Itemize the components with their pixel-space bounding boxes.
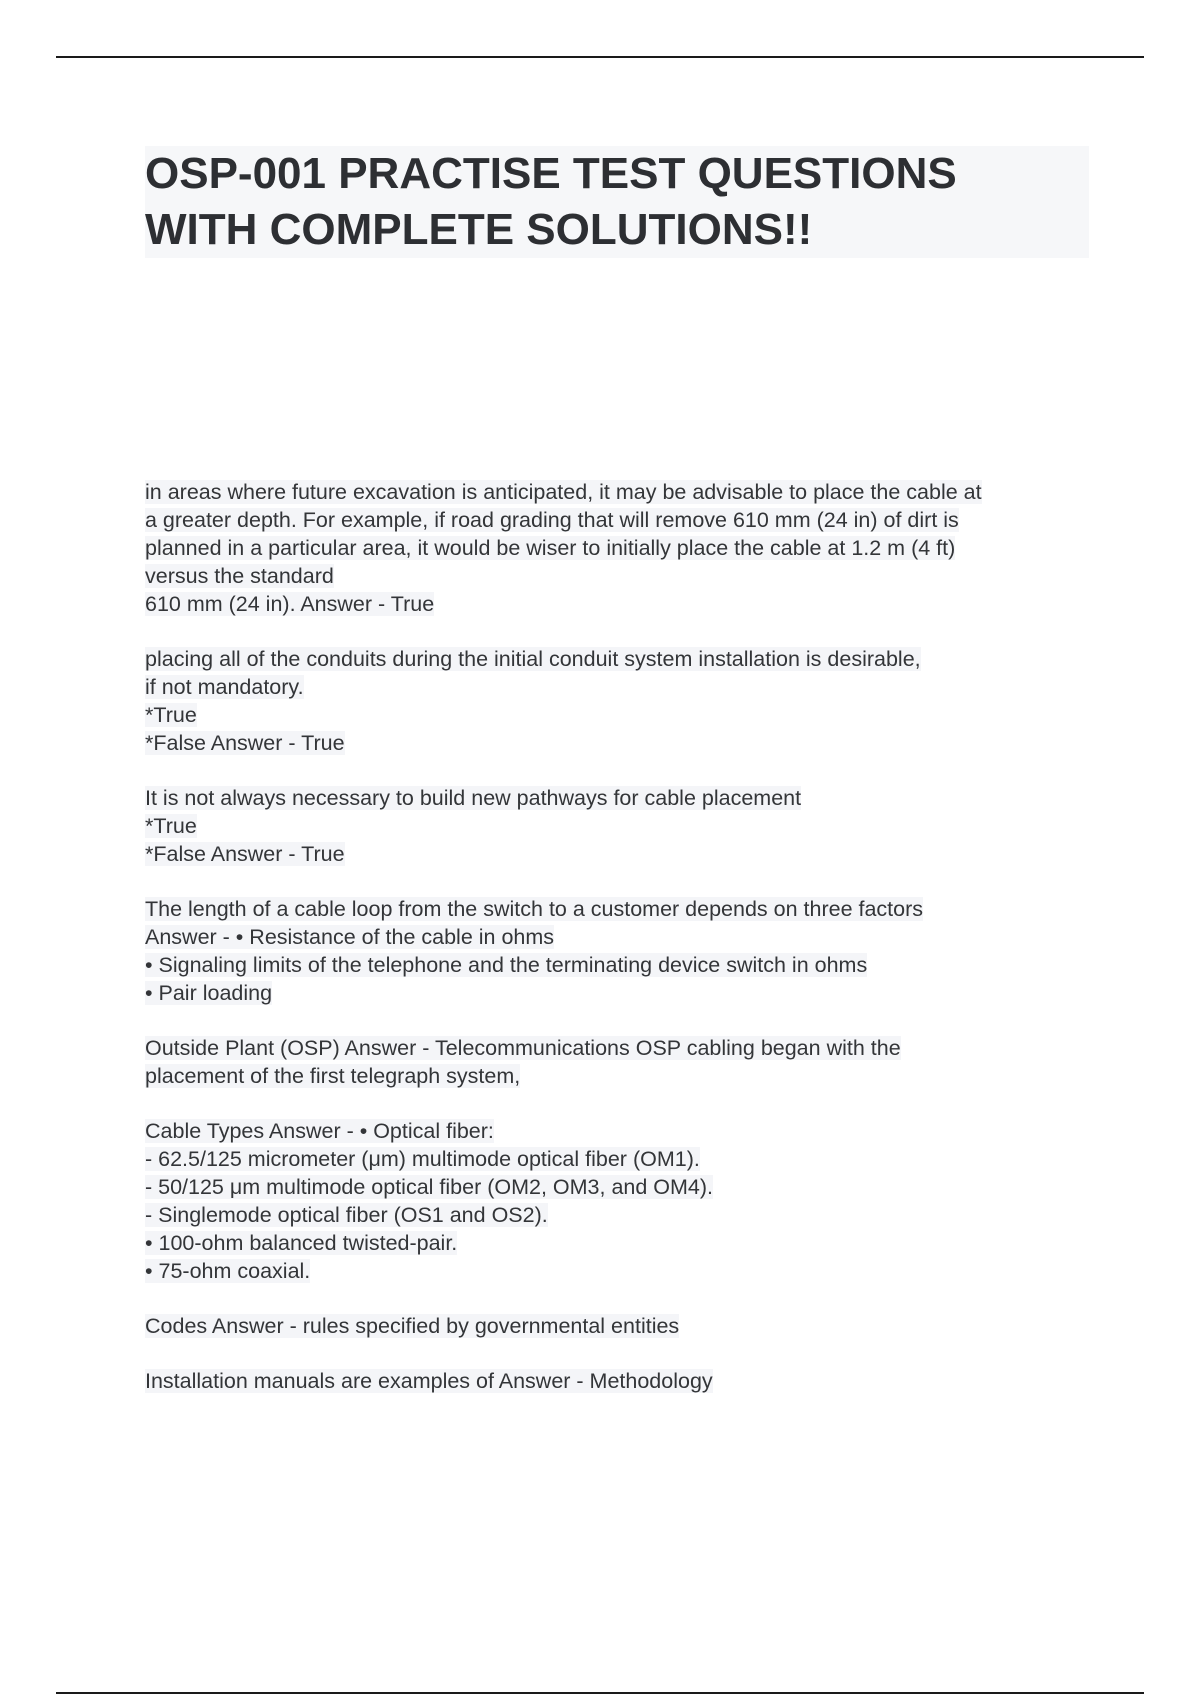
qa-item	[145, 478, 1105, 618]
qa-line: • 100-ohm balanced twisted-pair.	[145, 1231, 458, 1255]
qa-list	[145, 478, 1105, 1422]
qa-item	[145, 895, 1105, 1007]
qa-line: versus the standard	[145, 564, 334, 588]
bottom-rule	[56, 1692, 1144, 1694]
qa-line: if not mandatory.	[145, 675, 304, 699]
qa-line: 610 mm (24 in). Answer - True	[145, 592, 435, 616]
qa-line: *False Answer - True	[145, 842, 345, 866]
qa-item	[145, 784, 1105, 868]
qa-line: • 75-ohm coaxial.	[145, 1259, 311, 1283]
qa-line: placement of the first telegraph system,	[145, 1064, 521, 1088]
qa-line: Cable Types Answer - • Optical fiber:	[145, 1119, 494, 1143]
qa-line: *True	[145, 703, 197, 727]
qa-line: in areas where future excavation is anticipated, it may be advisable to place the cable at	[145, 480, 982, 504]
qa-line: The length of a cable loop from the switch to a customer depends on three factors	[145, 897, 924, 921]
qa-line: Codes Answer - rules specified by governmental entities	[145, 1314, 680, 1338]
qa-item	[145, 1034, 1105, 1090]
qa-line: Installation manuals are examples of Answer - Methodology	[145, 1369, 713, 1393]
top-rule	[56, 56, 1144, 58]
qa-line: - 62.5/125 micrometer (μm) multimode optical fiber (OM1).	[145, 1147, 700, 1171]
qa-line: • Signaling limits of the telephone and the terminating device switch in ohms	[145, 953, 868, 977]
title-line: WITH COMPLETE SOLUTIONS!!	[145, 205, 813, 254]
qa-item	[145, 1312, 1105, 1340]
qa-line: - Singlemode optical fiber (OS1 and OS2).	[145, 1203, 548, 1227]
qa-item	[145, 1117, 1105, 1285]
qa-item	[145, 1367, 1105, 1395]
qa-line: Answer - • Resistance of the cable in ohms	[145, 925, 555, 949]
title-line: OSP-001 PRACTISE TEST QUESTIONS	[145, 149, 957, 198]
qa-line: Outside Plant (OSP) Answer - Telecommunications OSP cabling began with the	[145, 1036, 901, 1060]
qa-item	[145, 645, 1105, 757]
qa-line: a greater depth. For example, if road grading that will remove 610 mm (24 in) of dirt is	[145, 508, 959, 532]
qa-line: *False Answer - True	[145, 731, 345, 755]
document-title	[145, 146, 1089, 258]
qa-line: • Pair loading	[145, 981, 273, 1005]
qa-line: *True	[145, 814, 197, 838]
qa-line: placing all of the conduits during the initial conduit system installation is desirable,	[145, 647, 921, 671]
qa-line: planned in a particular area, it would be wiser to initially place the cable at 1.2 m (4 ft)	[145, 536, 956, 560]
qa-line: - 50/125 μm multimode optical fiber (OM2, OM3, and OM4).	[145, 1175, 714, 1199]
qa-line: It is not always necessary to build new pathways for cable placement	[145, 786, 802, 810]
